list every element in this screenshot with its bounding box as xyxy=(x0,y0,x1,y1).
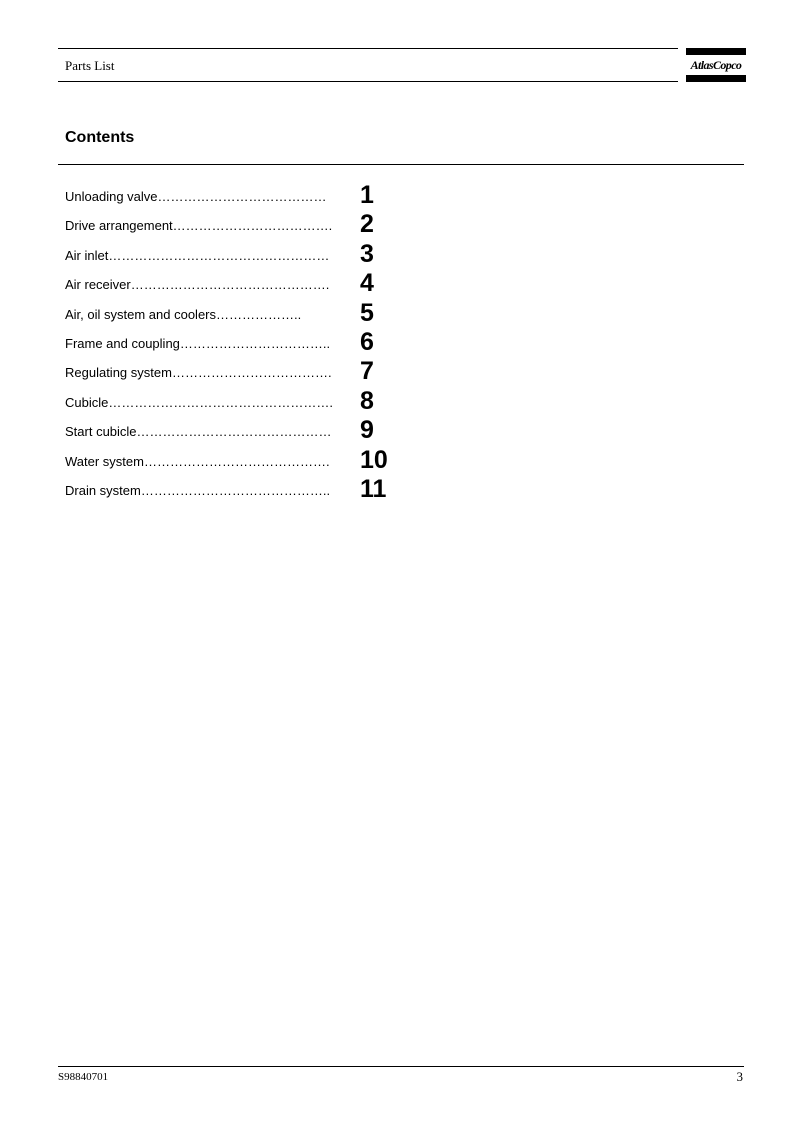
toc-entry-label: Air inlet…………………………………………… xyxy=(65,247,330,263)
toc-entry-label: Water system……………………………………. xyxy=(65,453,330,469)
toc-entry-unloading-valve[interactable] xyxy=(0,181,800,210)
atlas-copco-logo xyxy=(686,48,746,82)
toc-entry-drive-arrangement[interactable] xyxy=(0,210,800,239)
toc-entry-air-inlet[interactable] xyxy=(0,240,800,269)
toc-entry-number: 5 xyxy=(360,298,374,327)
toc-entry-number: 9 xyxy=(360,416,374,445)
toc-entry-water-system[interactable] xyxy=(0,446,800,475)
toc-entry-number: 7 xyxy=(360,357,374,386)
footer-rule xyxy=(58,1066,744,1067)
toc-entry-frame-coupling[interactable] xyxy=(0,328,800,357)
logo-bar-bottom xyxy=(686,75,746,82)
toc-entry-label: Air receiver………………………………………. xyxy=(65,277,330,293)
page-number: 3 xyxy=(736,1069,743,1084)
toc-entry-drain-system[interactable] xyxy=(0,475,800,504)
document-code: S98840701 xyxy=(58,1071,109,1083)
toc-entry-number: 2 xyxy=(360,210,374,239)
contents-divider xyxy=(58,164,744,165)
header-rule-top xyxy=(58,48,678,49)
toc-entry-number: 1 xyxy=(360,181,374,209)
toc-entry-label: Unloading valve………………………………… xyxy=(65,189,327,204)
toc-entry-label: Start cubicle……………………………………… xyxy=(65,424,332,440)
toc-entry-label: Cubicle……………………………………………. xyxy=(65,394,333,410)
logo-wordmark: AtlasCopco xyxy=(690,58,742,72)
header-rule-bottom xyxy=(58,81,678,82)
toc-entry-number: 8 xyxy=(360,386,374,415)
contents-heading: Contents xyxy=(65,129,135,146)
toc-entry-label: Frame and coupling…………………………….. xyxy=(65,335,331,351)
table-of-contents xyxy=(0,181,800,504)
toc-entry-regulating-system[interactable] xyxy=(0,357,800,386)
toc-entry-number: 6 xyxy=(360,327,374,356)
toc-entry-number: 11 xyxy=(360,474,387,503)
toc-entry-label: Drain system…………………………………….. xyxy=(65,482,331,498)
toc-entry-cubicle[interactable] xyxy=(0,387,800,416)
logo-bar-top xyxy=(686,48,746,55)
toc-entry-label: Air, oil system and coolers……………….. xyxy=(65,306,302,322)
toc-entry-start-cubicle[interactable] xyxy=(0,416,800,445)
toc-entry-number: 4 xyxy=(360,269,374,298)
toc-entry-number: 3 xyxy=(360,239,374,268)
toc-entry-air-oil-system[interactable] xyxy=(0,299,800,328)
header-title: Parts List xyxy=(65,58,115,73)
toc-entry-label: Regulating system………………………………. xyxy=(65,365,332,381)
toc-entry-label: Drive arrangement………………………………. xyxy=(65,218,333,234)
toc-entry-air-receiver[interactable] xyxy=(0,269,800,298)
toc-entry-number: 10 xyxy=(360,445,388,474)
